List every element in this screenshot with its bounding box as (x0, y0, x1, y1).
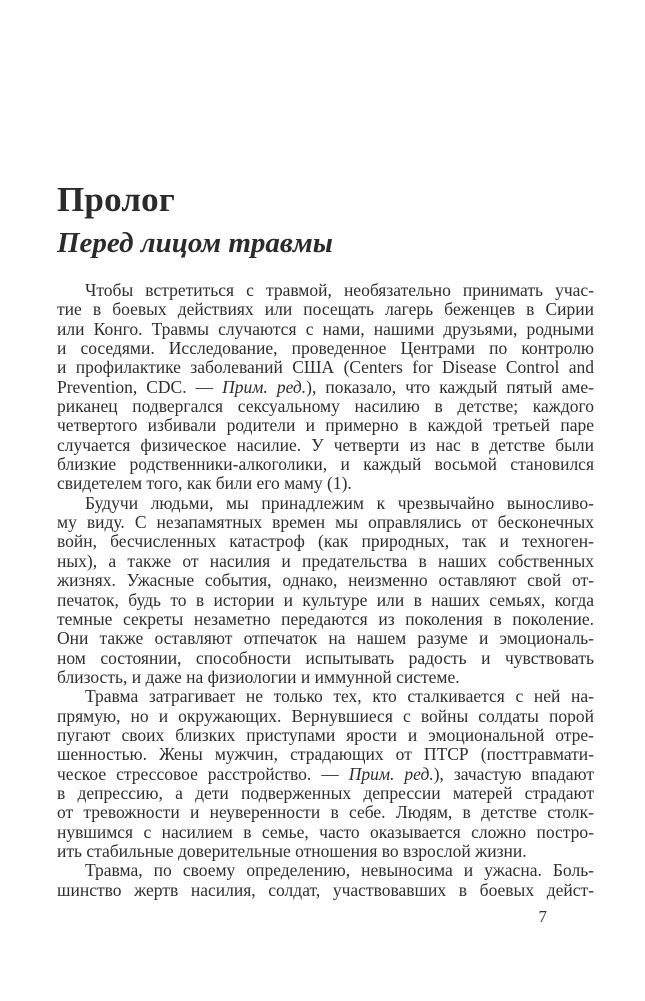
text-line (57, 494, 594, 513)
text-run: Чтобы встретиться с травмой, необязательно принимать учас- (85, 280, 594, 300)
paragraph (57, 861, 594, 900)
text-line (57, 784, 594, 803)
text-line (57, 339, 594, 358)
text-line (57, 610, 594, 629)
text-run: пугают своих близких приступами ярости и эмоциональной отре- (57, 724, 594, 745)
text-line (57, 649, 594, 668)
text-run: Prevention, CDC. — (57, 376, 223, 397)
text-run: жизнях. Ужасные события, однако, неизменно оставляют свой от- (57, 570, 594, 591)
text-line (57, 881, 594, 900)
text-line (57, 532, 594, 551)
text-run: и соседями. Исследование, проведенное Центрами по контролю (57, 338, 594, 359)
text-run: близость, и даже на физиологии и иммунной системе. (57, 666, 460, 687)
text-run: шинство жертв насилия, солдат, участвовавших в боевых дейст- (57, 879, 594, 900)
text-line (57, 513, 594, 532)
text-run: четвертого избивали родители и примерно в каждой третьей паре (57, 415, 594, 436)
editor-note-italic: Прим. ред. (222, 376, 307, 397)
text-run: свидетелем того, как били его маму (1). (57, 473, 352, 494)
text-line (57, 842, 594, 861)
text-line (57, 300, 594, 319)
editor-note-italic: Прим. ред. (348, 763, 434, 784)
paragraph (57, 494, 594, 687)
text-run: Травма, по своему определению, невыносима и ужасна. Боль- (85, 860, 594, 881)
text-run: и профилактике заболеваний США (Centers for Disease Control and (57, 357, 594, 378)
text-line (57, 803, 594, 822)
text-line (57, 397, 594, 416)
text-line (57, 455, 594, 474)
text-run: ных), а также от насилия и предательства в наших собственных (57, 550, 594, 571)
text-line (57, 358, 594, 377)
text-line (57, 436, 594, 455)
text-line (57, 552, 594, 571)
text-run: тие в боевых действиях или посещать лагерь беженцев в Сирии (57, 299, 594, 320)
text-run: риканец подвергался сексуальному насилию в детстве; каждого (57, 396, 594, 417)
body-text (57, 281, 594, 900)
text-line (57, 823, 594, 842)
text-run: ить стабильные доверительные отношения во взрослой жизни. (57, 840, 527, 861)
text-run: шенностью. Жены мужчин, страдающих от ПТСР (посттравмати- (57, 744, 594, 765)
text-run: войн, бесчисленных катастроф (как природных, так и техноген- (57, 531, 594, 552)
text-run: темные секреты незаметно передаются из поколения в поколение. (57, 608, 594, 629)
text-run: случается физическое насилие. У четверти из нас в детстве были (57, 434, 594, 455)
paragraph (57, 281, 594, 494)
text-run: нувшимся с насилием в семье, часто оказывается сложно постро- (57, 821, 594, 842)
chapter-subtitle: Перед лицом травмы (57, 227, 333, 260)
text-line (57, 591, 594, 610)
text-line (57, 378, 594, 397)
text-run: Будучи людьми, мы принадлежим к чрезвычайно выносливо- (85, 492, 594, 513)
text-line (57, 668, 594, 687)
text-line (57, 320, 594, 339)
text-line (57, 765, 594, 784)
text-run: Травма затрагивает не только тех, кто сталкивается с ней на- (85, 686, 594, 707)
text-run: му виду. С незапамятных времен мы оправлялись от бесконечных (57, 512, 594, 533)
text-run: ческое стрессовое расстройство. — (57, 763, 349, 784)
text-line (57, 571, 594, 590)
text-line (57, 745, 594, 764)
text-line (57, 474, 594, 493)
text-run: или Конго. Травмы случаются с нами, нашими друзьями, родными (57, 318, 594, 339)
text-run: печаток, будь то в истории и культуре или в наших семьях, когда (57, 589, 594, 610)
text-line (57, 687, 594, 706)
text-line (57, 416, 594, 435)
text-run: близкие родственники-алкоголики, и каждый восьмой становился (57, 454, 594, 475)
text-run: ном состоянии, способности испытывать радость и чувствовать (57, 647, 594, 668)
text-run: ), зачастую впадают (433, 763, 594, 784)
text-run: Они также оставляют отпечаток на нашем разуме и эмоциональ- (57, 628, 594, 649)
text-run: в депрессию, а дети подверженных депрессии матерей страдают (57, 782, 594, 803)
text-line (57, 726, 594, 745)
text-run: от тревожности и неуверенности в себе. Людям, в детстве столк- (57, 802, 594, 823)
page-number: 7 (538, 907, 547, 926)
text-run: прямую, но и окружающих. Вернувшиеся с войны солдаты порой (57, 705, 594, 726)
text-run: ), показало, что каждый пятый аме- (306, 376, 594, 397)
text-line (57, 629, 594, 648)
text-line (57, 707, 594, 726)
text-line (57, 861, 594, 880)
text-line (57, 281, 594, 300)
chapter-title: Пролог (57, 180, 175, 220)
paragraph (57, 687, 594, 861)
